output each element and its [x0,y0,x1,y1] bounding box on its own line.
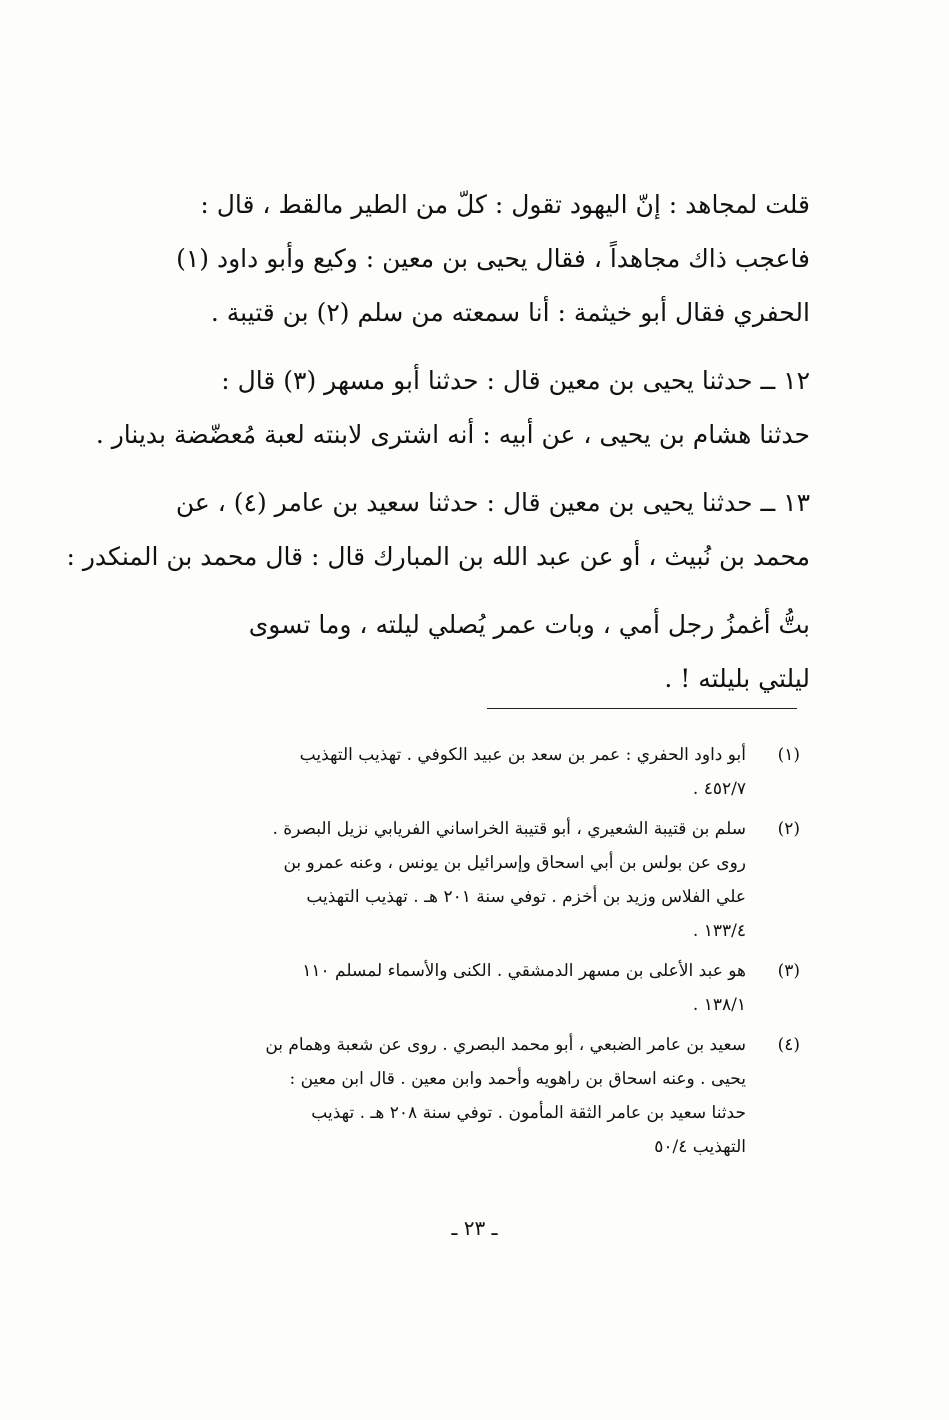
footnote-2 [150,812,800,948]
footnote-line: يحيى . وعنه اسحاق بن راهويه وأحمد وابن معين . قال ابن معين : [289,1069,746,1089]
footnote-line: سلم بن قتيبة الشعيري ، أبو قتيبة الخراساني الفريابي نزيل البصرة . [272,819,746,839]
footnote-number: (١) [777,745,800,765]
footnote-number: (٤) [777,1035,800,1055]
footnote-line: حدثنا سعيد بن عامر الثقة المأمون . توفي سنة ٢٠٨ هـ . تهذيب [311,1103,746,1123]
footnote-line: ١٣٨/١ . [692,995,746,1015]
text-line: بتُّ أغمزُ رجل أمي ، وبات عمر يُصلي ليلته ، وما تسوى [248,610,810,639]
footnote-line: ١٣٣/٤ . [692,921,746,941]
text-line: ١٣ ــ حدثنا يحيى بن معين قال : حدثنا سعيد بن عامر (٤) ، عن [175,488,810,517]
footnote-number: (٣) [777,961,800,981]
page-number: ـ ٢٣ ـ [451,1216,498,1240]
footnote-line: روى عن بولس بن أبي اسحاق وإسرائيل بن يونس ، وعنه عمرو بن [283,853,746,873]
paragraph-13 [66,476,810,584]
text-line: محمد بن نُبيث ، أو عن عبد الله بن المبارك قال : قال محمد بن المنكدر : [66,542,810,571]
footnote-line: أبو داود الحفري : عمر بن سعد بن عبيد الكوفي . تهذيب التهذيب [299,745,746,765]
footnote-1 [150,738,800,806]
footnote-3 [150,954,800,1022]
text-line: الحفري فقال أبو خيثمة : أنا سمعته من سلم (٢) بن قتيبة . [210,298,810,327]
text-line: ١٢ ــ حدثنا يحيى بن معين قال : حدثنا أبو مسهر (٣) قال : [221,366,810,395]
main-text [66,178,810,706]
footnote-line: التهذيب ٥٠/٤ [654,1137,746,1157]
paragraph-12 [95,354,810,462]
paragraph-1 [150,178,810,340]
text-line: ليلتي بليلته ! . [664,664,810,693]
text-line: قلت لمجاهد : إنّ اليهود تقول : كلّ من الطير مالقط ، قال : [200,190,810,219]
text-line: فاعجب ذاك مجاهداً ، فقال يحيى بن معين : وكيع وأبو داود (١) [176,244,810,273]
footnote-divider [487,708,797,709]
footnote-line: علي الفلاس وزيد بن أخزم . توفي سنة ٢٠١ هـ . تهذيب التهذيب [306,887,746,907]
footnote-line: ٤٥٢/٧ . [692,779,746,799]
text-line: حدثنا هشام بن يحيى ، عن أبيه : أنه اشترى لابنته لعبة مُعضّضة بدينار . [95,420,810,449]
paragraph-poem [150,598,810,706]
footnote-number: (٢) [777,819,800,839]
footnotes [150,738,800,1170]
footnote-4 [150,1028,800,1164]
footnote-line: سعيد بن عامر الضبعي ، أبو محمد البصري . روى عن شعبة وهمام بن [265,1035,746,1055]
footnote-line: هو عبد الأعلى بن مسهر الدمشقي . الكنى والأسماء لمسلم ١١٠ [302,961,746,981]
